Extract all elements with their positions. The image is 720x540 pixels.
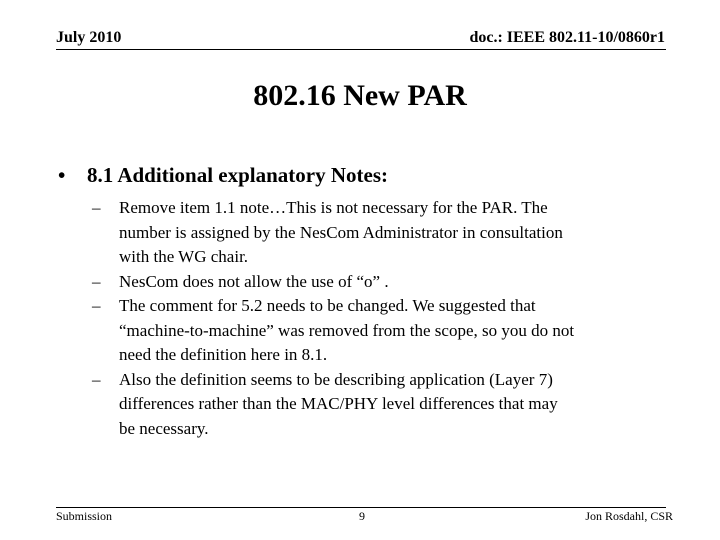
sub-bullet-line: Remove item 1.1 note…This is not necessary for the PAR. The xyxy=(119,198,548,217)
sub-bullet-line: need the definition here in 8.1. xyxy=(119,345,328,364)
footer-submission: Submission xyxy=(56,509,113,523)
dash-marker: – xyxy=(92,296,101,315)
dash-marker: – xyxy=(92,369,101,389)
sub-bullet-line: Also the definition seems to be describing application (Layer 7) xyxy=(119,369,553,389)
footer-page-number: 9 xyxy=(359,509,365,523)
header-doc-id: doc.: IEEE 802.11-10/0860r1 xyxy=(469,29,665,46)
header-divider xyxy=(56,49,666,50)
footer-author: Jon Rosdahl, CSR xyxy=(585,509,673,523)
sub-bullet-item xyxy=(92,294,662,368)
sub-bullet-item xyxy=(92,368,662,442)
bullet-text: 8.1 Additional explanatory Notes: xyxy=(87,163,389,187)
sub-bullet-item xyxy=(92,270,662,295)
sub-bullet-list xyxy=(92,196,662,441)
sub-bullet-line: be necessary. xyxy=(119,418,209,438)
sub-bullet-line: with the WG chair. xyxy=(119,247,249,266)
sub-bullet-line: “machine-to-machine” was removed from the scope, so you do not xyxy=(119,320,575,340)
dash-marker: – xyxy=(92,271,101,291)
sub-bullet-line: differences rather than the MAC/PHY level differences that may xyxy=(119,394,558,413)
sub-bullet-line: NesCom does not allow the use of “o” . xyxy=(119,271,389,291)
sub-bullet-line: The comment for 5.2 needs to be changed. We suggested that xyxy=(119,296,536,315)
bullet-item xyxy=(58,163,388,188)
header-date: July 2010 xyxy=(56,29,122,46)
footer-divider xyxy=(56,507,666,508)
sub-bullet-line: number is assigned by the NesCom Administrator in consultation xyxy=(119,222,563,242)
dash-marker: – xyxy=(92,198,101,217)
sub-bullet-item xyxy=(92,196,662,270)
bullet-marker: • xyxy=(58,163,66,187)
slide-title: 802.16 New PAR xyxy=(253,79,467,112)
